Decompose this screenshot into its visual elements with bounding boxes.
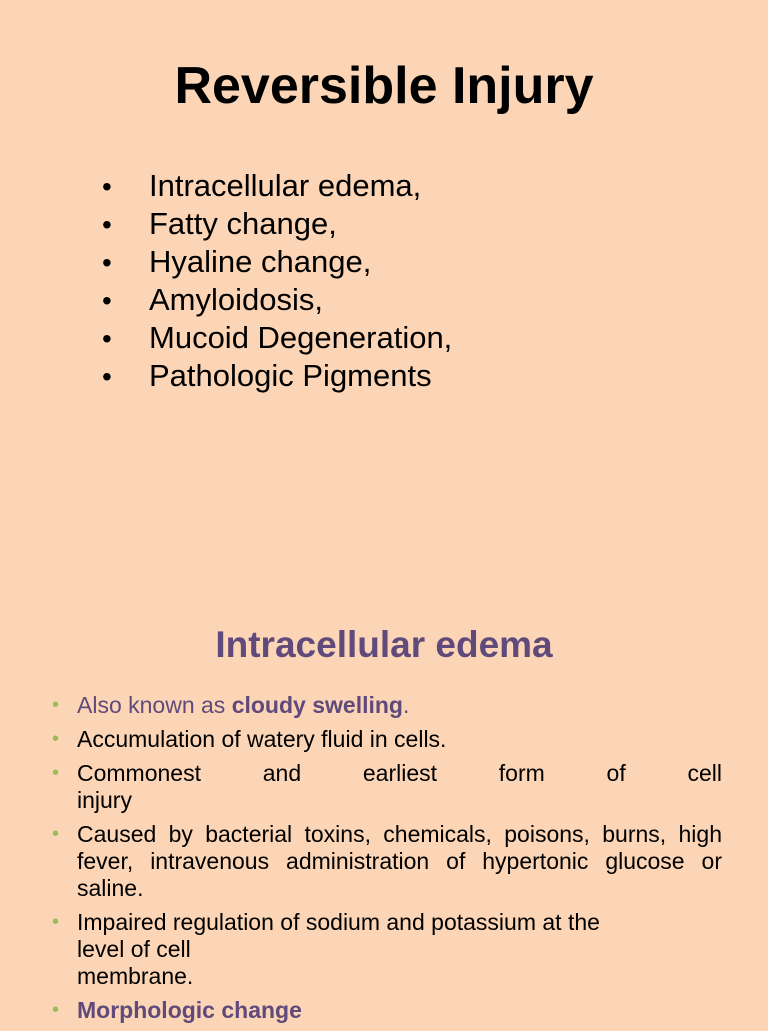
list-item [102,167,452,205]
list-item-text-line: injury [77,787,132,813]
list-item [52,692,722,719]
bullet-icon: • [102,361,112,392]
bullet-icon: • [102,247,112,278]
list-item-text: Amyloidosis, [149,282,323,317]
bullet-icon: • [52,999,60,1021]
list-item-text: Caused by bacterial toxins, chemicals, poisons, burns, high fever, intravenous administration of hypertonic glucose or saline. [77,821,722,901]
list-item [52,726,722,753]
list-item [102,205,452,243]
aka-suffix: . [402,692,410,718]
bullet-icon: • [102,323,112,354]
list-item-text: Pathologic Pigments [149,358,432,393]
bullet-icon: • [52,911,60,933]
injury-type-list [102,167,452,395]
list-item [102,319,452,357]
list-item-text: Intracellular edema, [149,168,422,203]
bullet-icon: • [102,209,112,240]
list-item-text-line: membrane. [77,963,194,989]
slide-title: Intracellular edema [215,624,553,665]
list-item-text: Morphologic change [77,997,302,1023]
list-item [52,997,722,1024]
slide-intracellular-edema [0,580,768,1024]
list-item-text: Mucoid Degeneration, [149,320,453,355]
bullet-icon: • [52,823,60,845]
bullet-icon: • [52,762,60,784]
list-item-text-line: Commonest and earliest form of cell [77,760,722,786]
bullet-icon: • [102,285,112,316]
list-item [102,357,452,395]
aka-emphasis: cloudy swelling [231,692,403,718]
list-item-text-line: level of cell [77,936,191,962]
list-item [52,909,722,990]
slide-title: Reversible Injury [174,57,594,115]
edema-facts-list [52,692,722,1031]
list-item-text: Accumulation of watery fluid in cells. [77,726,447,752]
list-item-text: Hyaline change, [149,244,372,279]
list-item [52,760,722,814]
bullet-icon: • [102,171,112,202]
list-item [102,243,452,281]
list-item-text: Fatty change, [149,206,337,241]
list-item [52,821,722,902]
aka-prefix: Also known as [77,692,232,718]
list-item-text-line: Impaired regulation of sodium and potassium at the [77,909,600,935]
bullet-icon: • [52,728,60,750]
bullet-icon: • [52,694,60,716]
list-item [102,281,452,319]
